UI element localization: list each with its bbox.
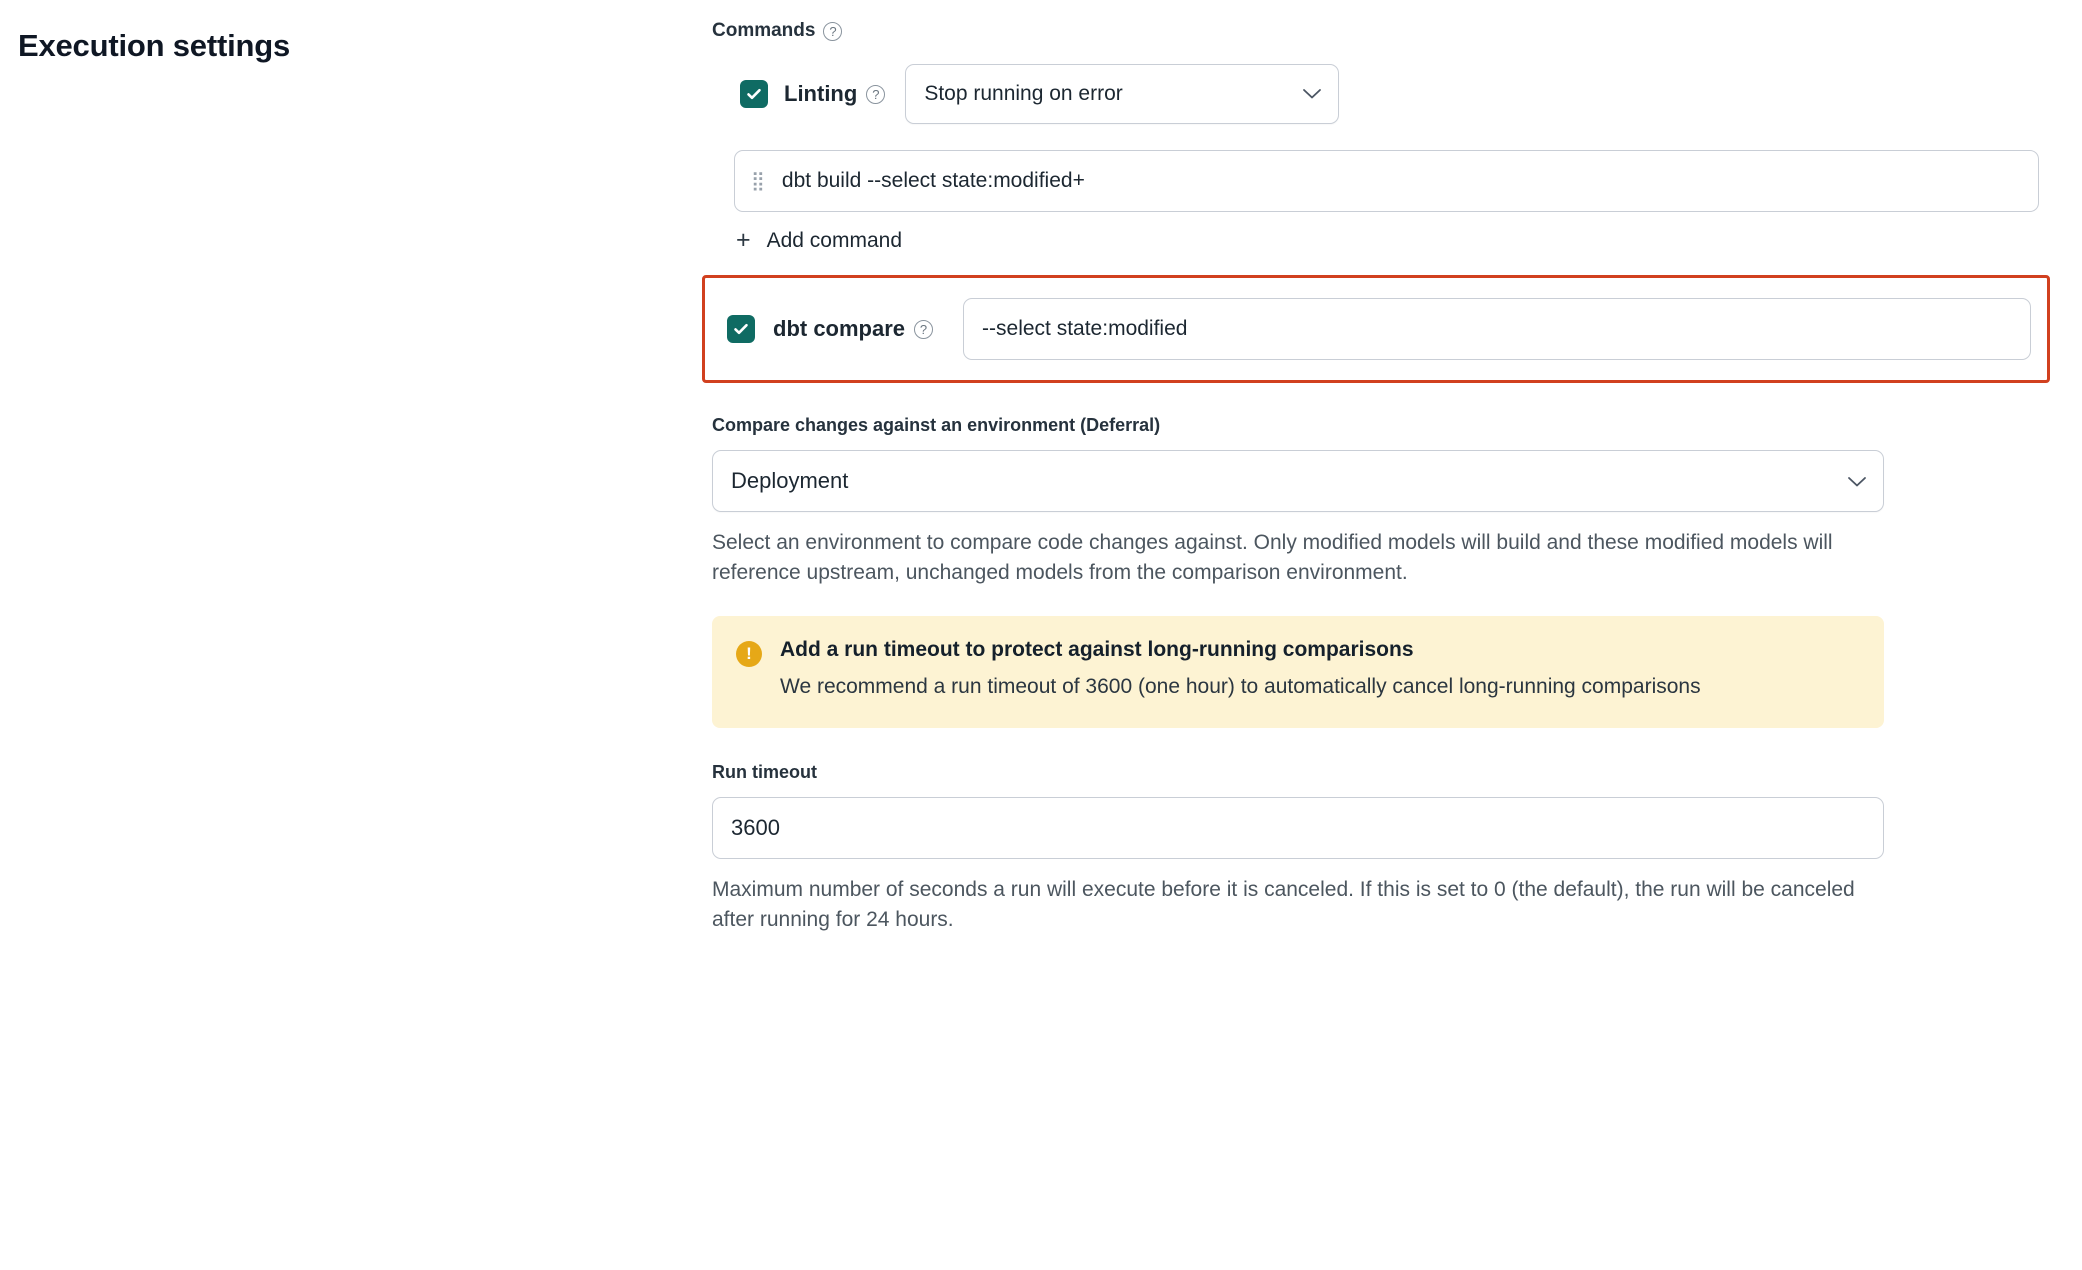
run-timeout-helper-text: Maximum number of seconds a run will execute before it is canceled. If this is set to 0 (the default), the run will be canceled after running for 24 hours. [712, 878, 1855, 932]
command-input-value: dbt build --select state:modified+ [781, 169, 1085, 192]
dbt-compare-label [773, 316, 933, 342]
callout-title: Add a run timeout to protect against long-running comparisons [780, 638, 1414, 662]
settings-column [712, 20, 2042, 935]
dbt-compare-checkbox[interactable] [727, 315, 755, 343]
chevron-down-icon [1302, 82, 1322, 106]
run-timeout-callout [712, 616, 1884, 728]
drag-handle-icon[interactable]: ⣿ [751, 170, 766, 192]
warning-icon: ! [736, 641, 762, 667]
linting-mode-value: Stop running on error [924, 82, 1123, 105]
linting-help-icon[interactable]: ? [866, 85, 885, 104]
linting-checkbox[interactable] [740, 80, 768, 108]
dbt-compare-input[interactable] [963, 298, 2031, 360]
linting-row [712, 64, 2042, 124]
linting-mode-select[interactable] [905, 64, 1339, 124]
run-timeout-value: 3600 [731, 815, 780, 841]
callout-content [780, 638, 1701, 702]
run-timeout-input[interactable] [712, 797, 1884, 859]
callout-body: We recommend a run timeout of 3600 (one hour) to automatically cancel long-running comparisons [780, 675, 1701, 699]
plus-icon: + [736, 226, 751, 254]
deferral-select-value: Deployment [731, 468, 849, 493]
command-row[interactable] [734, 150, 2039, 212]
page-title: Execution settings [18, 28, 291, 63]
commands-label [712, 20, 2042, 42]
dbt-compare-help-icon[interactable]: ? [914, 320, 933, 339]
add-command-button[interactable] [736, 228, 902, 253]
dbt-compare-block [702, 275, 2050, 383]
deferral-helper-text: Select an environment to compare code changes against. Only modified models will build and these modified models will reference upstream, unchanged models from the comparison environment. [712, 531, 1833, 585]
dbt-compare-label-text: dbt compare [773, 316, 906, 341]
chevron-down-icon [1847, 468, 1867, 494]
add-command-label: Add command [766, 228, 903, 252]
linting-label-text: Linting [784, 81, 858, 106]
left-column [18, 28, 658, 64]
linting-label [784, 81, 885, 107]
commands-help-icon[interactable]: ? [823, 22, 842, 41]
run-timeout-label: Run timeout [712, 762, 817, 783]
commands-label-text: Commands [712, 20, 816, 41]
deferral-label: Compare changes against an environment (Deferral) [712, 415, 1161, 435]
deferral-select[interactable] [712, 450, 1884, 512]
dbt-compare-input-value: --select state:modified [982, 317, 1188, 340]
